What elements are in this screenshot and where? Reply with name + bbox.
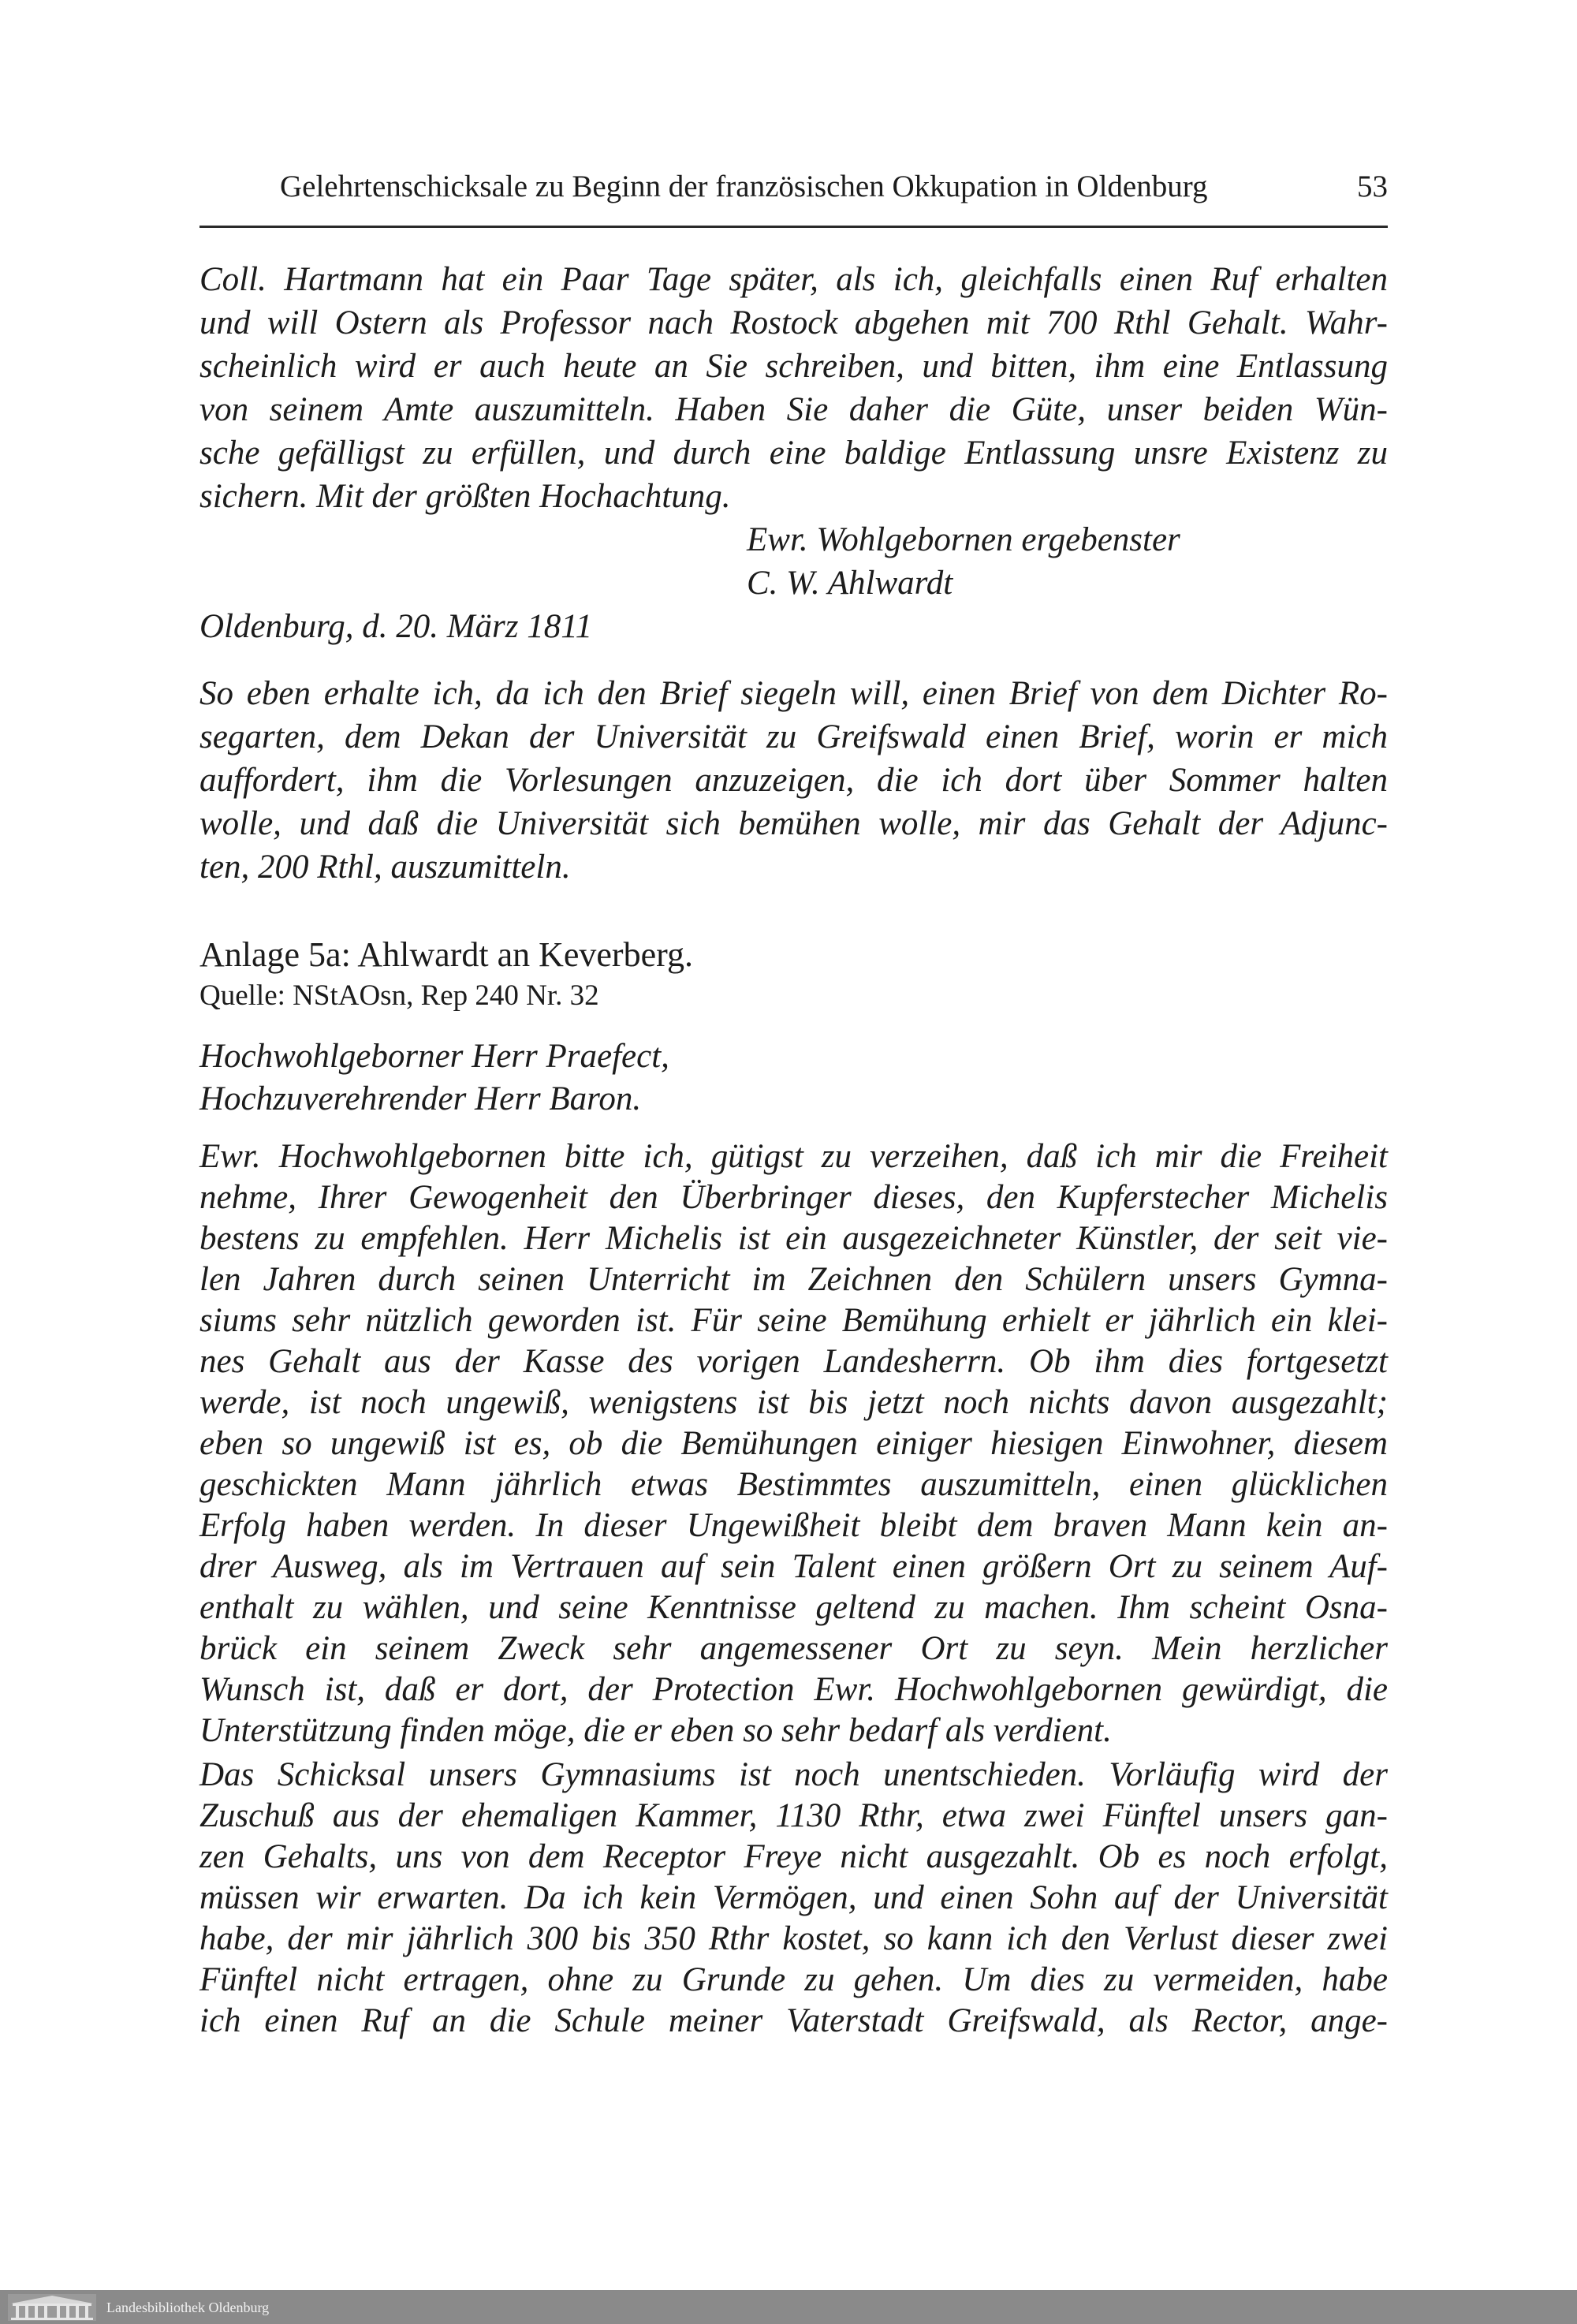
header-rule (199, 226, 1388, 228)
paragraph-line: habe, der mir jährlich 300 bis 350 Rthr kostet, so kann ich den Verlust dieser zwei (199, 1920, 1388, 1957)
letter-closing: Ewr. Wohlgebornen ergebenster (747, 521, 1180, 558)
paragraph-line: bestens zu empfehlen. Herr Michelis ist ein ausgezeichneter Künstler, der seit vie- (199, 1220, 1388, 1257)
paragraph-line: eben so ungewiß ist es, ob die Bemühungen einiger hiesigen Einwohner, diesem (199, 1425, 1388, 1462)
paragraph-line: siums sehr nützlich geworden ist. Für seine Bemühung erhielt er jährlich ein klei- (199, 1302, 1388, 1339)
text-line: Coll. Hartmann hat ein Paar Tage später, als ich, gleichfalls einen Ruf erhalten (199, 261, 1388, 298)
library-name: Landesbibliothek Oldenburg (106, 2300, 270, 2315)
paragraph-line: ich einen Ruf an die Schule meiner Vaterstadt Greifswald, als Rector, ange- (199, 2002, 1388, 2039)
letter-dateline: Oldenburg, d. 20. März 1811 (199, 608, 593, 645)
paragraph-line: Unterstützung finden möge, die er eben so sehr bedarf als verdient. (199, 1712, 1112, 1749)
text-line: und will Ostern als Professor nach Rostock abgehen mit 700 Rthl Gehalt. Wahr- (199, 304, 1388, 341)
paragraph-line: nes Gehalt aus der Kasse des vorigen Landesherrn. Ob ihm dies fortgesetzt (199, 1343, 1388, 1380)
page-number: 53 (1357, 170, 1388, 203)
paragraph-line: geschickten Mann jährlich etwas Bestimmtes auszumitteln, einen glücklichen (199, 1466, 1388, 1503)
library-footer-bar (0, 2290, 1577, 2324)
paragraph-line: werde, ist noch ungewiß, wenigstens ist bis jetzt noch nichts davon ausgezahlt; (199, 1384, 1388, 1421)
appendix-source: Quelle: NStAOsn, Rep 240 Nr. 32 (199, 979, 599, 1012)
paragraph-line: müssen wir erwarten. Da ich kein Vermögen, und einen Sohn auf der Universität (199, 1879, 1388, 1916)
postscript-line: segarten, dem Dekan der Universität zu Greifswald einen Brief, worin er mich (199, 718, 1388, 755)
running-title: Gelehrtenschicksale zu Beginn der französischen Okkupation in Oldenburg (280, 170, 1208, 203)
paragraph-line: Wunsch ist, daß er dort, der Protection Ewr. Hochwohlgebornen gewürdigt, die (199, 1671, 1388, 1708)
paragraph-line: nehme, Ihrer Gewogenheit den Überbringer dieses, den Kupferstecher Michelis (199, 1179, 1388, 1216)
paragraph-line: drer Ausweg, als im Vertrauen auf sein Talent einen größern Ort zu seinem Auf- (199, 1548, 1388, 1585)
postscript-line: ten, 200 Rthl, auszumitteln. (199, 849, 571, 886)
appendix-heading: Anlage 5a: Ahlwardt an Keverberg. (199, 935, 693, 974)
postscript-line: wolle, und daß die Universität sich bemühen wolle, mir das Gehalt der Adjunc- (199, 805, 1388, 842)
text-line: sichern. Mit der größten Hochachtung. (199, 478, 731, 515)
paragraph-line: brück ein seinem Zweck sehr angemessener Ort zu seyn. Mein herzlicher (199, 1630, 1388, 1667)
text-line: von seinem Amte auszumitteln. Haben Sie daher die Güte, unser beiden Wün- (199, 391, 1388, 428)
letter-signature: C. W. Ahlwardt (747, 565, 953, 602)
paragraph-line: len Jahren durch seinen Unterricht im Zeichnen den Schülern unsers Gymna- (199, 1261, 1388, 1298)
paragraph-line: Ewr. Hochwohlgebornen bitte ich, gütigst zu verzeihen, daß ich mir die Freiheit (199, 1138, 1388, 1175)
paragraph-line: zen Gehalts, uns von dem Receptor Freye nicht ausgezahlt. Ob es noch erfolgt, (199, 1838, 1388, 1875)
paragraph-line: Zuschuß aus der ehemaligen Kammer, 1130 Rthr, etwa zwei Fünftel unsers gan- (199, 1797, 1388, 1834)
library-building-icon (8, 2294, 96, 2321)
postscript-line: auffordert, ihm die Vorlesungen anzuzeigen, die ich dort über Sommer halten (199, 762, 1388, 799)
text-line: sche gefälligst zu erfüllen, und durch eine baldige Entlassung unsre Existenz zu (199, 435, 1388, 472)
postscript-line: So eben erhalte ich, da ich den Brief siegeln will, einen Brief von dem Dichter Ro- (199, 675, 1388, 712)
paragraph-line: enthalt zu wählen, und seine Kenntnisse geltend zu machen. Ihm scheint Osna- (199, 1589, 1388, 1626)
salutation-line: Hochzuverehrender Herr Baron. (199, 1080, 642, 1117)
text-line: scheinlich wird er auch heute an Sie schreiben, und bitten, ihm eine Entlassung (199, 348, 1388, 385)
salutation-line: Hochwohlgeborner Herr Praefect, (199, 1038, 669, 1075)
paragraph-line: Fünftel nicht ertragen, ohne zu Grunde zu gehen. Um dies zu vermeiden, habe (199, 1961, 1388, 1998)
paragraph-line: Das Schicksal unsers Gymnasiums ist noch unentschieden. Vorläufig wird der (199, 1756, 1388, 1793)
paragraph-line: Erfolg haben werden. In dieser Ungewißheit bleibt dem braven Mann kein an- (199, 1507, 1388, 1544)
